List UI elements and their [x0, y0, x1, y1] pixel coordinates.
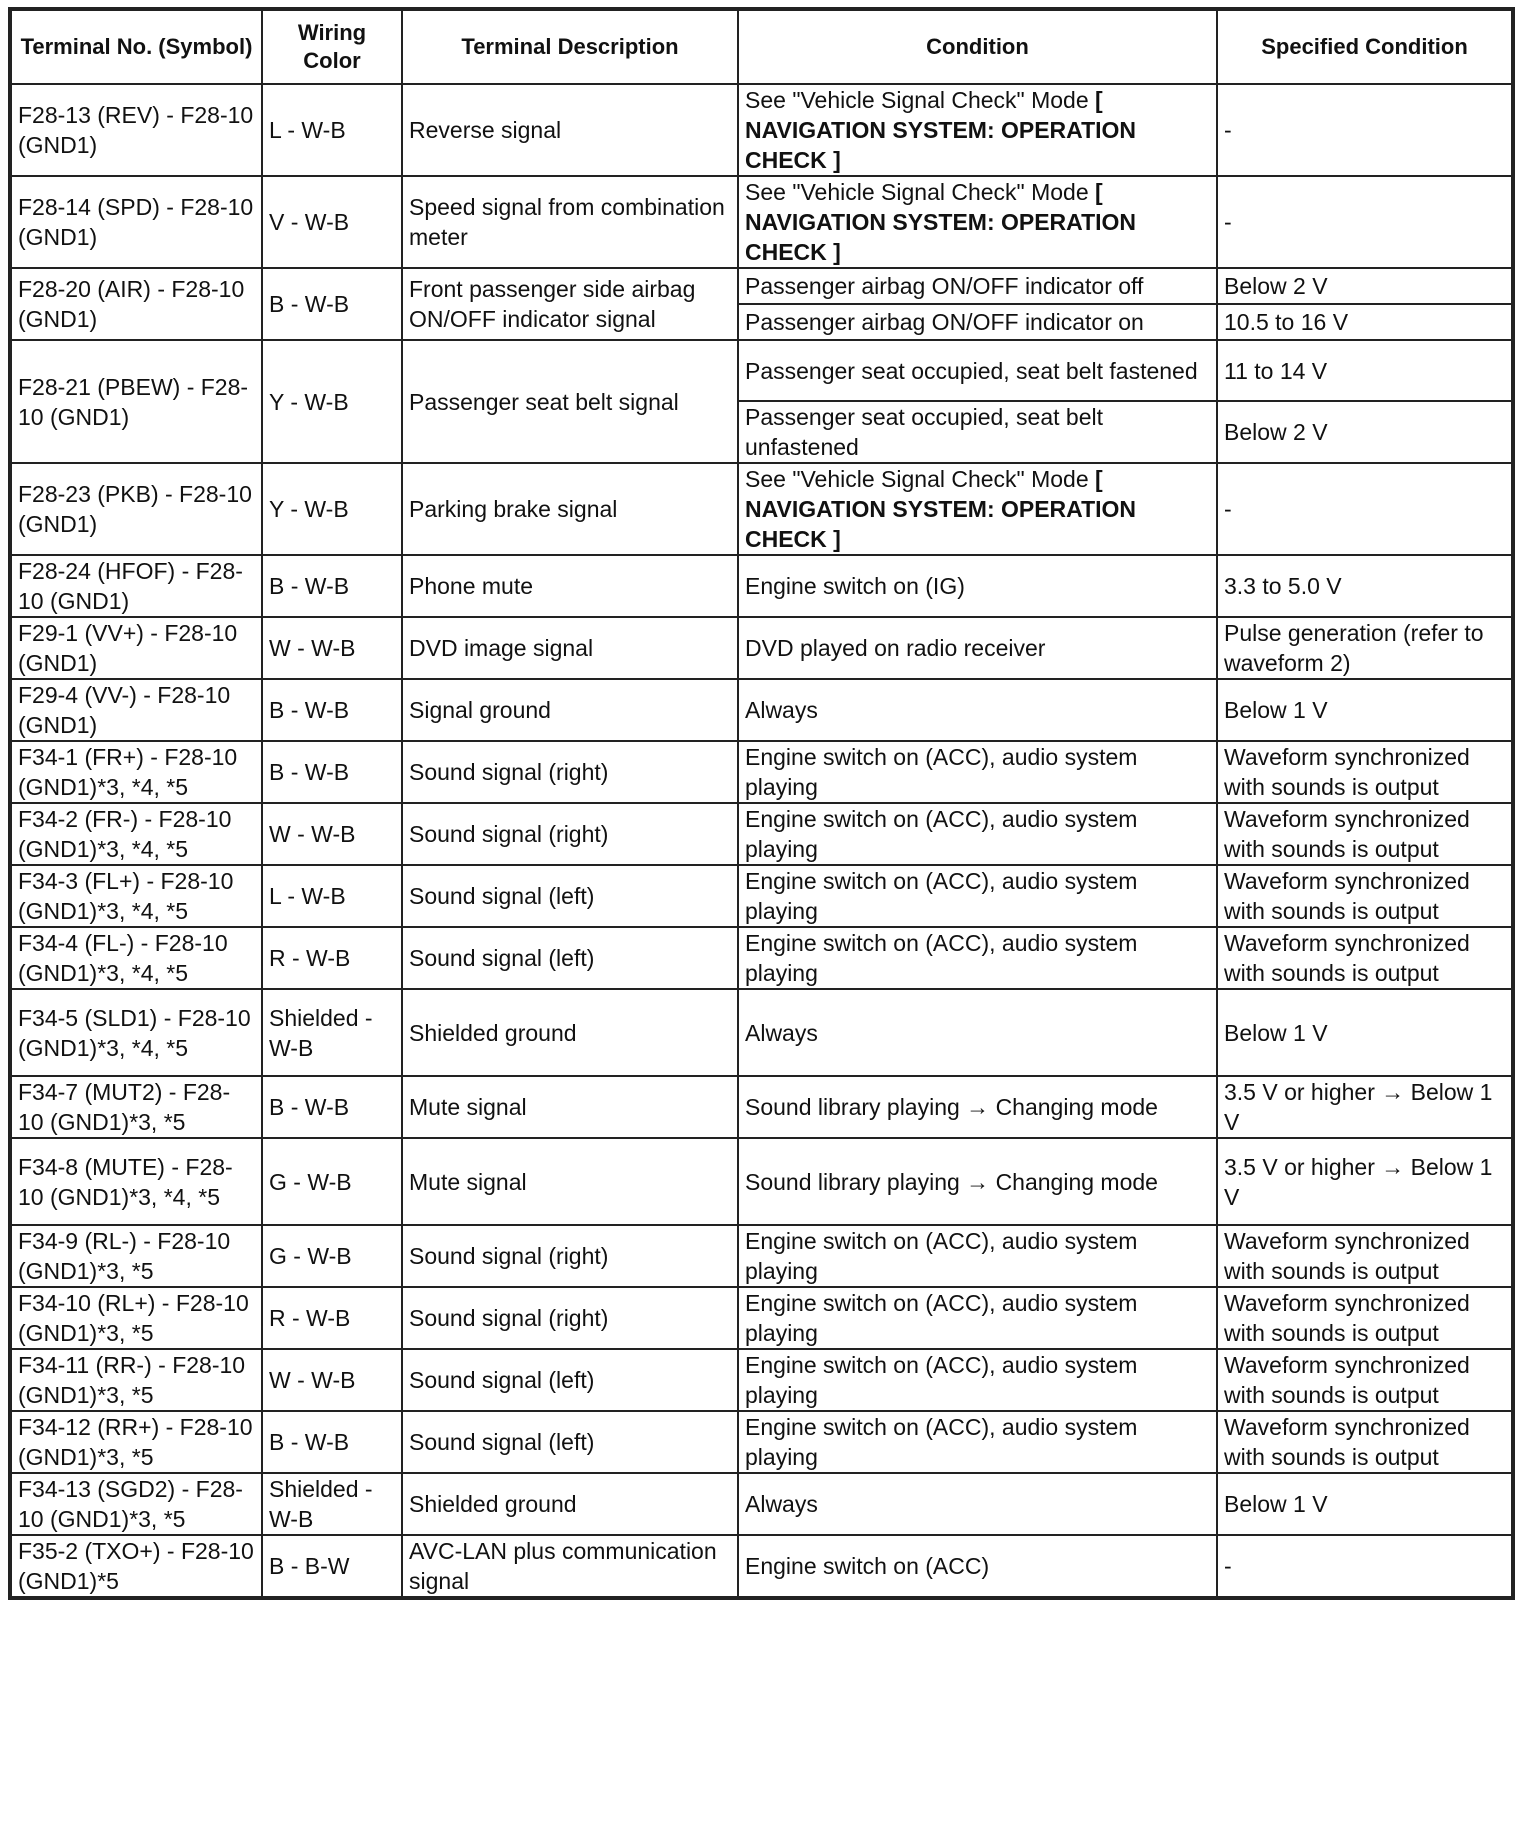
header-specified: Specified Condition — [1217, 9, 1513, 84]
cell-description: Phone mute — [402, 555, 738, 617]
cell-terminal: F34-4 (FL-) - F28-10 (GND1)*3, *4, *5 — [10, 927, 262, 989]
cell-specified: Waveform synchronized with sounds is output — [1217, 1225, 1513, 1287]
table-row — [10, 741, 1513, 803]
nav-check-text: See "Vehicle Signal Check" Mode — [745, 466, 1096, 492]
cell-specified: Waveform synchronized with sounds is output — [1217, 865, 1513, 927]
cell-condition: Engine switch on (ACC), audio system playing — [738, 927, 1217, 989]
cell-wiring: W - W-B — [262, 803, 402, 865]
table-row — [10, 1287, 1513, 1349]
cell-condition: Engine switch on (ACC), audio system playing — [738, 1411, 1217, 1473]
header-description: Terminal Description — [402, 9, 738, 84]
nav-check-text: See "Vehicle Signal Check" Mode — [745, 179, 1096, 205]
cell-specified: - — [1217, 84, 1513, 176]
cell-wiring: G - W-B — [262, 1225, 402, 1287]
cell-condition: Always — [738, 679, 1217, 741]
cell-terminal: F34-5 (SLD1) - F28-10 (GND1)*3, *4, *5 — [10, 989, 262, 1076]
table-row — [10, 1473, 1513, 1535]
cell-specified: 11 to 14 V — [1217, 340, 1513, 401]
table-row — [10, 617, 1513, 679]
cell-condition: Engine switch on (ACC), audio system playing — [738, 741, 1217, 803]
cell-specified: 3.3 to 5.0 V — [1217, 555, 1513, 617]
cell-wiring: R - W-B — [262, 927, 402, 989]
cell-description: Shielded ground — [402, 989, 738, 1076]
cell-description: Sound signal (left) — [402, 865, 738, 927]
cell-terminal: F35-2 (TXO+) - F28-10 (GND1)*5 — [10, 1535, 262, 1598]
table-row — [10, 1411, 1513, 1473]
cell-condition — [738, 84, 1217, 176]
cell-terminal: F28-24 (HFOF) - F28-10 (GND1) — [10, 555, 262, 617]
cell-description: Signal ground — [402, 679, 738, 741]
terminal-table — [8, 7, 1515, 1600]
table-row — [10, 1349, 1513, 1411]
cell-specified: Waveform synchronized with sounds is output — [1217, 927, 1513, 989]
cell-condition: Sound library playing → Changing mode — [738, 1138, 1217, 1225]
cell-specified: - — [1217, 463, 1513, 555]
cell-description: Mute signal — [402, 1076, 738, 1138]
cell-specified: Waveform synchronized with sounds is output — [1217, 1287, 1513, 1349]
cell-specified: Below 1 V — [1217, 989, 1513, 1076]
cell-description: Sound signal (right) — [402, 1287, 738, 1349]
cell-specified: Waveform synchronized with sounds is output — [1217, 803, 1513, 865]
cell-wiring: Y - W-B — [262, 463, 402, 555]
cell-wiring: W - W-B — [262, 617, 402, 679]
table-row — [10, 927, 1513, 989]
nav-check-link[interactable]: [ NAVIGATION SYSTEM: OPERATION CHECK ] — [745, 466, 1137, 552]
cell-terminal: F34-1 (FR+) - F28-10 (GND1)*3, *4, *5 — [10, 741, 262, 803]
cell-specified: 3.5 V or higher → Below 1 V — [1217, 1076, 1513, 1138]
cell-condition: Engine switch on (IG) — [738, 555, 1217, 617]
cell-condition: Passenger seat occupied, seat belt fastened — [738, 340, 1217, 401]
cell-wiring: Shielded - W-B — [262, 1473, 402, 1535]
cell-description: Passenger seat belt signal — [402, 340, 738, 463]
cell-wiring: R - W-B — [262, 1287, 402, 1349]
cell-description: Front passenger side airbag ON/OFF indicator signal — [402, 268, 738, 340]
table-row — [10, 865, 1513, 927]
cell-condition — [738, 463, 1217, 555]
nav-check-text: See "Vehicle Signal Check" Mode — [745, 87, 1096, 113]
nav-check-link[interactable]: [ NAVIGATION SYSTEM: OPERATION CHECK ] — [745, 87, 1137, 173]
cell-description: Speed signal from combination meter — [402, 176, 738, 268]
cell-specified: Below 2 V — [1217, 401, 1513, 463]
cell-condition: DVD played on radio receiver — [738, 617, 1217, 679]
cell-terminal: F34-3 (FL+) - F28-10 (GND1)*3, *4, *5 — [10, 865, 262, 927]
header-wiring: Wiring Color — [262, 9, 402, 84]
cell-condition — [738, 176, 1217, 268]
cell-description: Sound signal (right) — [402, 1225, 738, 1287]
table-row — [10, 340, 1513, 401]
cell-specified: 10.5 to 16 V — [1217, 304, 1513, 340]
cell-wiring: B - W-B — [262, 679, 402, 741]
cell-terminal: F34-12 (RR+) - F28-10 (GND1)*3, *5 — [10, 1411, 262, 1473]
cell-terminal: F28-20 (AIR) - F28-10 (GND1) — [10, 268, 262, 340]
cell-terminal: F34-9 (RL-) - F28-10 (GND1)*3, *5 — [10, 1225, 262, 1287]
cell-condition: Sound library playing → Changing mode — [738, 1076, 1217, 1138]
cell-wiring: L - W-B — [262, 865, 402, 927]
cell-wiring: Shielded - W-B — [262, 989, 402, 1076]
table-row — [10, 679, 1513, 741]
table-row — [10, 1225, 1513, 1287]
cell-condition: Passenger airbag ON/OFF indicator off — [738, 268, 1217, 304]
cell-specified: Below 1 V — [1217, 679, 1513, 741]
table-row — [10, 989, 1513, 1076]
cell-specified: Waveform synchronized with sounds is output — [1217, 741, 1513, 803]
table-row — [10, 268, 1513, 304]
cell-description: Parking brake signal — [402, 463, 738, 555]
table-row — [10, 555, 1513, 617]
cell-specified: Pulse generation (refer to waveform 2) — [1217, 617, 1513, 679]
table-row — [10, 463, 1513, 555]
cell-description: DVD image signal — [402, 617, 738, 679]
cell-wiring: W - W-B — [262, 1349, 402, 1411]
header-terminal: Terminal No. (Symbol) — [10, 9, 262, 84]
cell-condition: Engine switch on (ACC), audio system playing — [738, 1287, 1217, 1349]
table-row — [10, 803, 1513, 865]
nav-check-link[interactable]: [ NAVIGATION SYSTEM: OPERATION CHECK ] — [745, 179, 1137, 265]
cell-wiring: G - W-B — [262, 1138, 402, 1225]
cell-condition: Passenger airbag ON/OFF indicator on — [738, 304, 1217, 340]
cell-wiring: B - W-B — [262, 555, 402, 617]
cell-terminal: F34-10 (RL+) - F28-10 (GND1)*3, *5 — [10, 1287, 262, 1349]
cell-wiring: B - B-W — [262, 1535, 402, 1598]
cell-wiring: B - W-B — [262, 1411, 402, 1473]
cell-condition: Always — [738, 1473, 1217, 1535]
cell-terminal: F34-7 (MUT2) - F28-10 (GND1)*3, *5 — [10, 1076, 262, 1138]
cell-description: Reverse signal — [402, 84, 738, 176]
cell-terminal: F34-13 (SGD2) - F28-10 (GND1)*3, *5 — [10, 1473, 262, 1535]
cell-condition: Always — [738, 989, 1217, 1076]
cell-specified: Waveform synchronized with sounds is output — [1217, 1349, 1513, 1411]
cell-condition: Engine switch on (ACC), audio system playing — [738, 865, 1217, 927]
cell-specified: - — [1217, 1535, 1513, 1598]
cell-description: Shielded ground — [402, 1473, 738, 1535]
cell-terminal: F29-4 (VV-) - F28-10 (GND1) — [10, 679, 262, 741]
cell-wiring: L - W-B — [262, 84, 402, 176]
cell-wiring: B - W-B — [262, 1076, 402, 1138]
cell-wiring: B - W-B — [262, 268, 402, 340]
cell-description: Sound signal (right) — [402, 741, 738, 803]
cell-specified: 3.5 V or higher → Below 1 V — [1217, 1138, 1513, 1225]
cell-condition: Engine switch on (ACC), audio system playing — [738, 1349, 1217, 1411]
cell-condition: Passenger seat occupied, seat belt unfastened — [738, 401, 1217, 463]
table-row — [10, 1535, 1513, 1598]
table-row — [10, 1138, 1513, 1225]
cell-specified: Below 1 V — [1217, 1473, 1513, 1535]
cell-specified: Below 2 V — [1217, 268, 1513, 304]
table-header-row — [10, 9, 1513, 84]
cell-terminal: F28-23 (PKB) - F28-10 (GND1) — [10, 463, 262, 555]
cell-terminal: F29-1 (VV+) - F28-10 (GND1) — [10, 617, 262, 679]
cell-specified: - — [1217, 176, 1513, 268]
cell-wiring: B - W-B — [262, 741, 402, 803]
cell-specified: Waveform synchronized with sounds is output — [1217, 1411, 1513, 1473]
cell-wiring: V - W-B — [262, 176, 402, 268]
cell-description: Sound signal (left) — [402, 1411, 738, 1473]
cell-description: AVC-LAN plus communication signal — [402, 1535, 738, 1598]
cell-terminal: F34-2 (FR-) - F28-10 (GND1)*3, *4, *5 — [10, 803, 262, 865]
cell-wiring: Y - W-B — [262, 340, 402, 463]
cell-terminal: F34-11 (RR-) - F28-10 (GND1)*3, *5 — [10, 1349, 262, 1411]
cell-description: Mute signal — [402, 1138, 738, 1225]
cell-terminal: F28-13 (REV) - F28-10 (GND1) — [10, 84, 262, 176]
header-condition: Condition — [738, 9, 1217, 84]
cell-condition: Engine switch on (ACC) — [738, 1535, 1217, 1598]
cell-description: Sound signal (left) — [402, 1349, 738, 1411]
cell-condition: Engine switch on (ACC), audio system playing — [738, 803, 1217, 865]
table-row — [10, 84, 1513, 176]
cell-description: Sound signal (left) — [402, 927, 738, 989]
cell-terminal: F34-8 (MUTE) - F28-10 (GND1)*3, *4, *5 — [10, 1138, 262, 1225]
table-row — [10, 176, 1513, 268]
cell-description: Sound signal (right) — [402, 803, 738, 865]
cell-condition: Engine switch on (ACC), audio system playing — [738, 1225, 1217, 1287]
cell-terminal: F28-14 (SPD) - F28-10 (GND1) — [10, 176, 262, 268]
cell-terminal: F28-21 (PBEW) - F28-10 (GND1) — [10, 340, 262, 463]
table-row — [10, 1076, 1513, 1138]
